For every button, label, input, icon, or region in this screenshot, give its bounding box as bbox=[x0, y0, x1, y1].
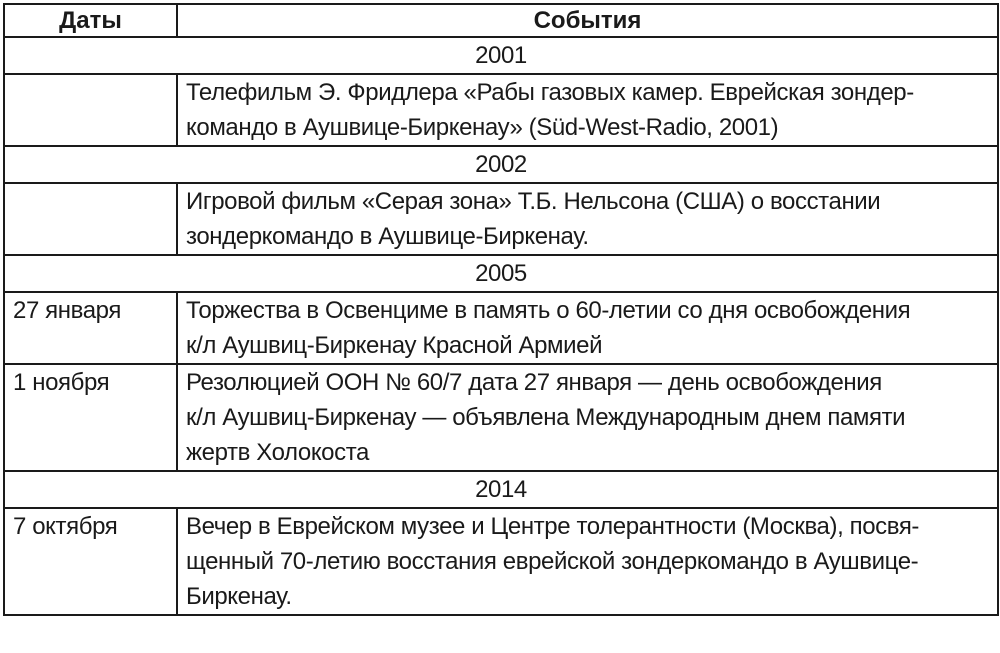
chronology-table bbox=[3, 3, 999, 616]
event-line: Телефильм Э. Фридлера «Рабы газовых камер. Еврейская зондер- bbox=[186, 79, 914, 106]
date-cell bbox=[4, 183, 177, 255]
date-cell: 1 ноября bbox=[4, 364, 177, 471]
table-row bbox=[4, 508, 998, 615]
date-cell: 27 января bbox=[4, 292, 177, 364]
event-cell bbox=[177, 508, 998, 615]
year-label: 2002 bbox=[4, 146, 998, 183]
event-line: Игровой фильм «Серая зона» Т.Б. Нельсона (США) о восстании bbox=[186, 188, 881, 215]
header-row bbox=[4, 4, 998, 37]
table-row bbox=[4, 364, 998, 471]
event-line: к/л Аушвиц-Биркенау Красной Армией bbox=[186, 332, 603, 359]
event-line: Торжества в Освенциме в память о 60-летии со дня освобождения bbox=[186, 297, 911, 324]
table-row bbox=[4, 183, 998, 255]
date-cell bbox=[4, 74, 177, 146]
event-cell bbox=[177, 364, 998, 471]
event-cell bbox=[177, 292, 998, 364]
event-line: Резолюцией ООН № 60/7 дата 27 января — день освобождения bbox=[186, 369, 882, 396]
event-line: к/л Аушвиц-Биркенау — объявлена Международным днем памяти bbox=[186, 404, 906, 431]
date-cell: 7 октября bbox=[4, 508, 177, 615]
table-row bbox=[4, 292, 998, 364]
year-row bbox=[4, 471, 998, 508]
year-label: 2005 bbox=[4, 255, 998, 292]
event-line: Биркенау. bbox=[186, 583, 292, 610]
event-line: командо в Аушвице-Биркенау» (Süd-West-Radio, 2001) bbox=[186, 114, 779, 141]
year-label: 2001 bbox=[4, 37, 998, 74]
year-row bbox=[4, 37, 998, 74]
event-line: жертв Холокоста bbox=[186, 439, 370, 466]
event-line: щенный 70-летию восстания еврейской зондеркомандо в Аушвице- bbox=[186, 548, 919, 575]
event-cell bbox=[177, 74, 998, 146]
table-row bbox=[4, 74, 998, 146]
year-row bbox=[4, 255, 998, 292]
year-label: 2014 bbox=[4, 471, 998, 508]
dates-column-header: Даты bbox=[4, 4, 177, 37]
events-column-header: События bbox=[177, 4, 998, 37]
event-line: Вечер в Еврейском музее и Центре толерантности (Москва), посвя- bbox=[186, 513, 920, 540]
event-line: зондеркомандо в Аушвице-Биркенау. bbox=[186, 223, 589, 250]
year-row bbox=[4, 146, 998, 183]
event-cell bbox=[177, 183, 998, 255]
